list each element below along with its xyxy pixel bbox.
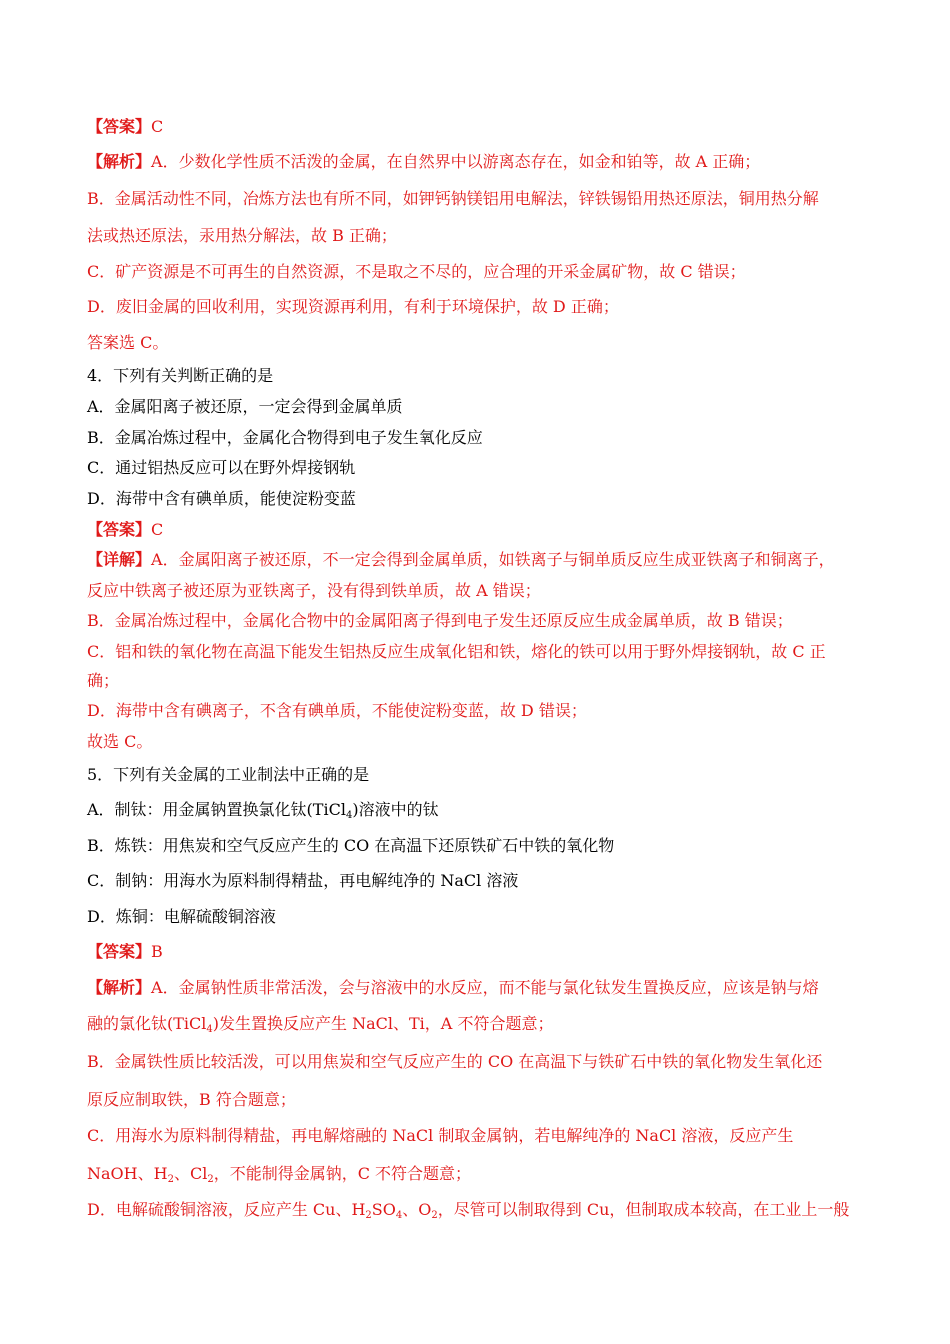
q3-analysis-b2: 法或热还原法，汞用热分解法，故 B 正确； — [87, 226, 397, 245]
q5-analysis-d — [87, 1199, 849, 1227]
q4-detail-c2: 确； — [87, 671, 120, 690]
q5-analysis-d-text: D．电解硫酸铜溶液，反应产生 Cu、H — [87, 1200, 366, 1219]
q5-analysis-c2-tail: ，不能制得金属钠，C 不符合题意； — [213, 1164, 472, 1183]
analysis-label: 【解析】 — [87, 152, 152, 171]
answer-label: 【答案】 — [87, 942, 152, 961]
answer-label: 【答案】 — [87, 117, 152, 136]
subscript: 2 — [365, 1210, 372, 1221]
q4-detail-b: B．金属冶炼过程中，金属化合物中的金属阳离子得到电子发生还原反应生成金属单质，故 B 错误； — [87, 611, 793, 630]
q5-option-a — [87, 799, 439, 827]
q3-conclusion: 答案选 C。 — [87, 333, 169, 352]
subscript: 2 — [207, 1174, 214, 1185]
q5-analysis-line — [87, 977, 819, 999]
answer-value: B — [151, 942, 163, 961]
q4-stem: 4．下列有关判断正确的是 — [87, 366, 274, 385]
q5-option-a-text: A．制钛：用金属钠置换氯化钛(TiCl — [87, 800, 346, 819]
q4-detail-c: C．铝和铁的氧化物在高温下能发生铝热反应生成氧化铝和铁，熔化的铁可以用于野外焊接钢轨，故 C 正 — [87, 642, 826, 661]
q5-analysis-a2-tail: )发生置换反应产生 NaCl、Ti，A 不符合题意； — [212, 1014, 554, 1033]
q3-analysis-d: D．废旧金属的回收利用，实现资源再利用，有利于环境保护，故 D 正确； — [87, 297, 619, 316]
analysis-label: 【解析】 — [87, 978, 152, 997]
q5-analysis-b2: 原反应制取铁，B 符合题意； — [87, 1090, 296, 1109]
q4-conclusion: 故选 C。 — [87, 732, 153, 751]
q3-answer-line — [87, 116, 163, 138]
q5-answer-line — [87, 941, 163, 963]
subscript: 4 — [395, 1210, 403, 1221]
q5-analysis-a2-text: 融的氯化钛(TiCl — [87, 1014, 207, 1033]
subscript: 4 — [206, 1024, 213, 1035]
q4-answer-line — [87, 519, 163, 541]
q5-analysis-b1: B．金属铁性质比较活泼，可以用焦炭和空气反应产生的 CO 在高温下与铁矿石中铁的氧化物发生氧化还 — [87, 1052, 823, 1071]
subscript: 4 — [345, 810, 353, 821]
q4-option-d: D．海带中含有碘单质，能使淀粉变蓝 — [87, 489, 356, 508]
answer-label: 【答案】 — [87, 520, 152, 539]
analysis-text: A．金属钠性质非常活泼，会与溶液中的水反应，而不能与氯化钛发生置换反应，应该是钠与熔 — [151, 978, 819, 997]
answer-value: C — [151, 117, 164, 136]
o-text: 、O — [402, 1200, 432, 1219]
q5-option-d: D．炼铜：电解硫酸铜溶液 — [87, 907, 276, 926]
q4-option-c: C．通过铝热反应可以在野外焊接钢轨 — [87, 458, 356, 477]
cl-text: 、Cl — [173, 1164, 208, 1183]
subscript: 2 — [431, 1210, 438, 1221]
q5-option-a-tail: )溶液中的钛 — [352, 800, 439, 819]
q4-option-b: B．金属冶炼过程中，金属化合物得到电子发生氧化反应 — [87, 428, 483, 447]
q5-option-c: C．制钠：用海水为原料制得精盐，再电解纯净的 NaCl 溶液 — [87, 871, 519, 890]
q3-analysis-line — [87, 151, 760, 173]
q4-detail-d: D．海带中含有碘离子，不含有碘单质，不能使淀粉变蓝，故 D 错误； — [87, 701, 587, 720]
so-text: SO — [371, 1200, 396, 1219]
q3-analysis-c: C．矿产资源是不可再生的自然资源，不是取之不尽的，应合理的开采金属矿物，故 C 错误； — [87, 262, 746, 281]
q5-analysis-a2 — [87, 1013, 553, 1041]
answer-value: C — [151, 520, 164, 539]
q5-analysis-d-tail: ，尽管可以制取得到 Cu，但制取成本较高，在工业上一般 — [437, 1200, 850, 1219]
q3-analysis-b1: B．金属活动性不同，冶炼方法也有所不同，如钾钙钠镁铝用电解法，锌铁锡铅用热还原法，铜用热分解 — [87, 189, 819, 208]
q4-detail-a2: 反应中铁离子被还原为亚铁离子，没有得到铁单质，故 A 错误； — [87, 581, 541, 600]
detail-label: 【详解】 — [87, 550, 152, 569]
analysis-text: A．少数化学性质不活泼的金属，在自然界中以游离态存在，如金和铂等，故 A 正确； — [151, 152, 761, 171]
detail-text: A．金属阳离子被还原，不一定会得到金属单质，如铁离子与铜单质反应生成亚铁离子和铜离子， — [151, 550, 835, 569]
naoh-text: NaOH、H — [87, 1164, 168, 1183]
q4-option-a: A．金属阳离子被还原，一定会得到金属单质 — [87, 397, 403, 416]
q5-analysis-c1: C．用海水为原料制得精盐，再电解熔融的 NaCl 制取金属钠，若电解纯净的 NaCl 溶液，反应产生 — [87, 1126, 794, 1145]
subscript: 2 — [167, 1174, 174, 1185]
q5-analysis-c2 — [87, 1163, 471, 1191]
q5-stem: 5．下列有关金属的工业制法中正确的是 — [87, 765, 370, 784]
q5-option-b: B．炼铁：用焦炭和空气反应产生的 CO 在高温下还原铁矿石中铁的氧化物 — [87, 836, 615, 855]
q4-detail-line — [87, 549, 835, 571]
